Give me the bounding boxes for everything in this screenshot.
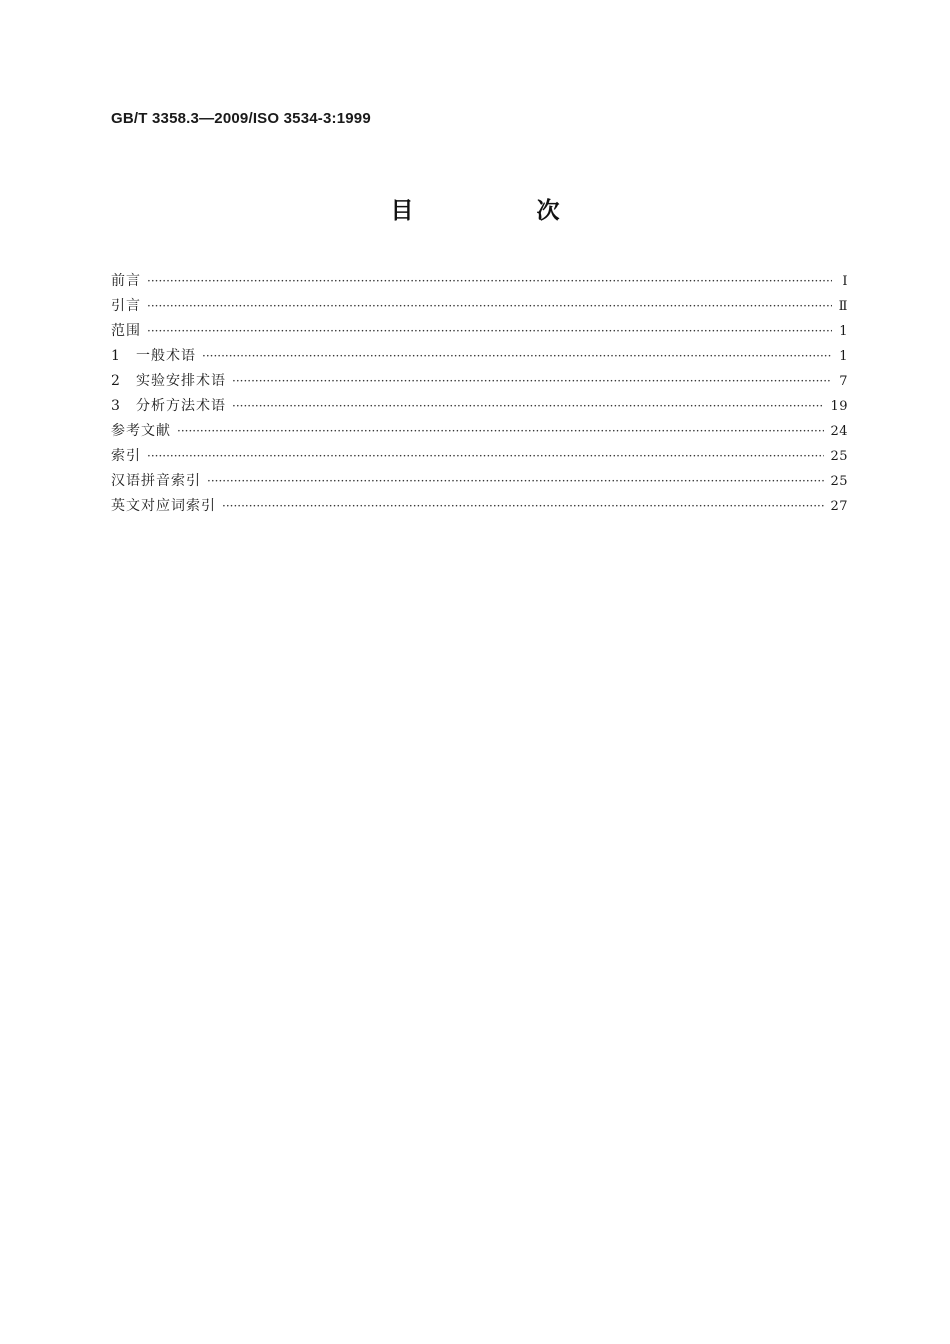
toc-entry-label: 范围 [111,323,141,339]
toc-entry-english-index[interactable] [111,494,848,519]
toc-entry-label: 引言 [111,298,141,314]
toc-entry-introduction[interactable] [111,294,848,319]
toc-entry-page: 1 [839,349,848,364]
toc-leader-dots [147,269,832,294]
toc-leader-dots [222,494,824,519]
toc-entry-section-2[interactable] [111,369,848,394]
toc-entry-number: 2 [111,373,121,389]
toc-entry-label: 分析方法术语 [136,398,226,414]
toc-entry-page: Ⅰ [842,274,848,289]
toc-leader-dots [207,469,824,494]
toc-leader-dots [147,319,832,344]
toc-leader-dots [147,294,832,319]
toc-entry-number: 1 [111,348,121,364]
standard-code: GB/T 3358.3—2009/ISO 3534-3:1999 [111,110,371,127]
toc-entry-label: 前言 [111,273,141,289]
toc-entry-page: 27 [830,499,848,514]
table-of-contents [111,269,848,519]
toc-leader-dots [232,369,832,394]
toc-entry-page: 19 [830,399,848,414]
toc-entry-number: 3 [111,398,121,414]
toc-entry-label: 汉语拼音索引 [111,473,201,489]
toc-leader-dots [202,344,832,369]
toc-entry-label: 参考文献 [111,423,171,439]
toc-entry-label: 一般术语 [136,348,196,364]
toc-leader-dots [232,394,824,419]
toc-entry-index[interactable] [111,444,848,469]
toc-entry-section-1[interactable] [111,344,848,369]
toc-entry-section-3[interactable] [111,394,848,419]
toc-entry-bibliography[interactable] [111,419,848,444]
toc-entry-page: 7 [839,374,848,389]
toc-leader-dots [147,444,824,469]
toc-entry-page: 25 [830,449,848,464]
toc-entry-page: 24 [830,424,848,439]
page-title: 目 次 [390,198,610,224]
toc-entry-pinyin-index[interactable] [111,469,848,494]
toc-entry-preface[interactable] [111,269,848,294]
toc-entry-page: 1 [839,324,848,339]
toc-entry-page: 25 [830,474,848,489]
toc-entry-scope[interactable] [111,319,848,344]
toc-entry-label: 英文对应词索引 [111,498,216,514]
toc-entry-label: 实验安排术语 [136,373,226,389]
toc-entry-label: 索引 [111,448,141,464]
toc-entry-page: Ⅱ [838,299,848,314]
toc-leader-dots [177,419,824,444]
